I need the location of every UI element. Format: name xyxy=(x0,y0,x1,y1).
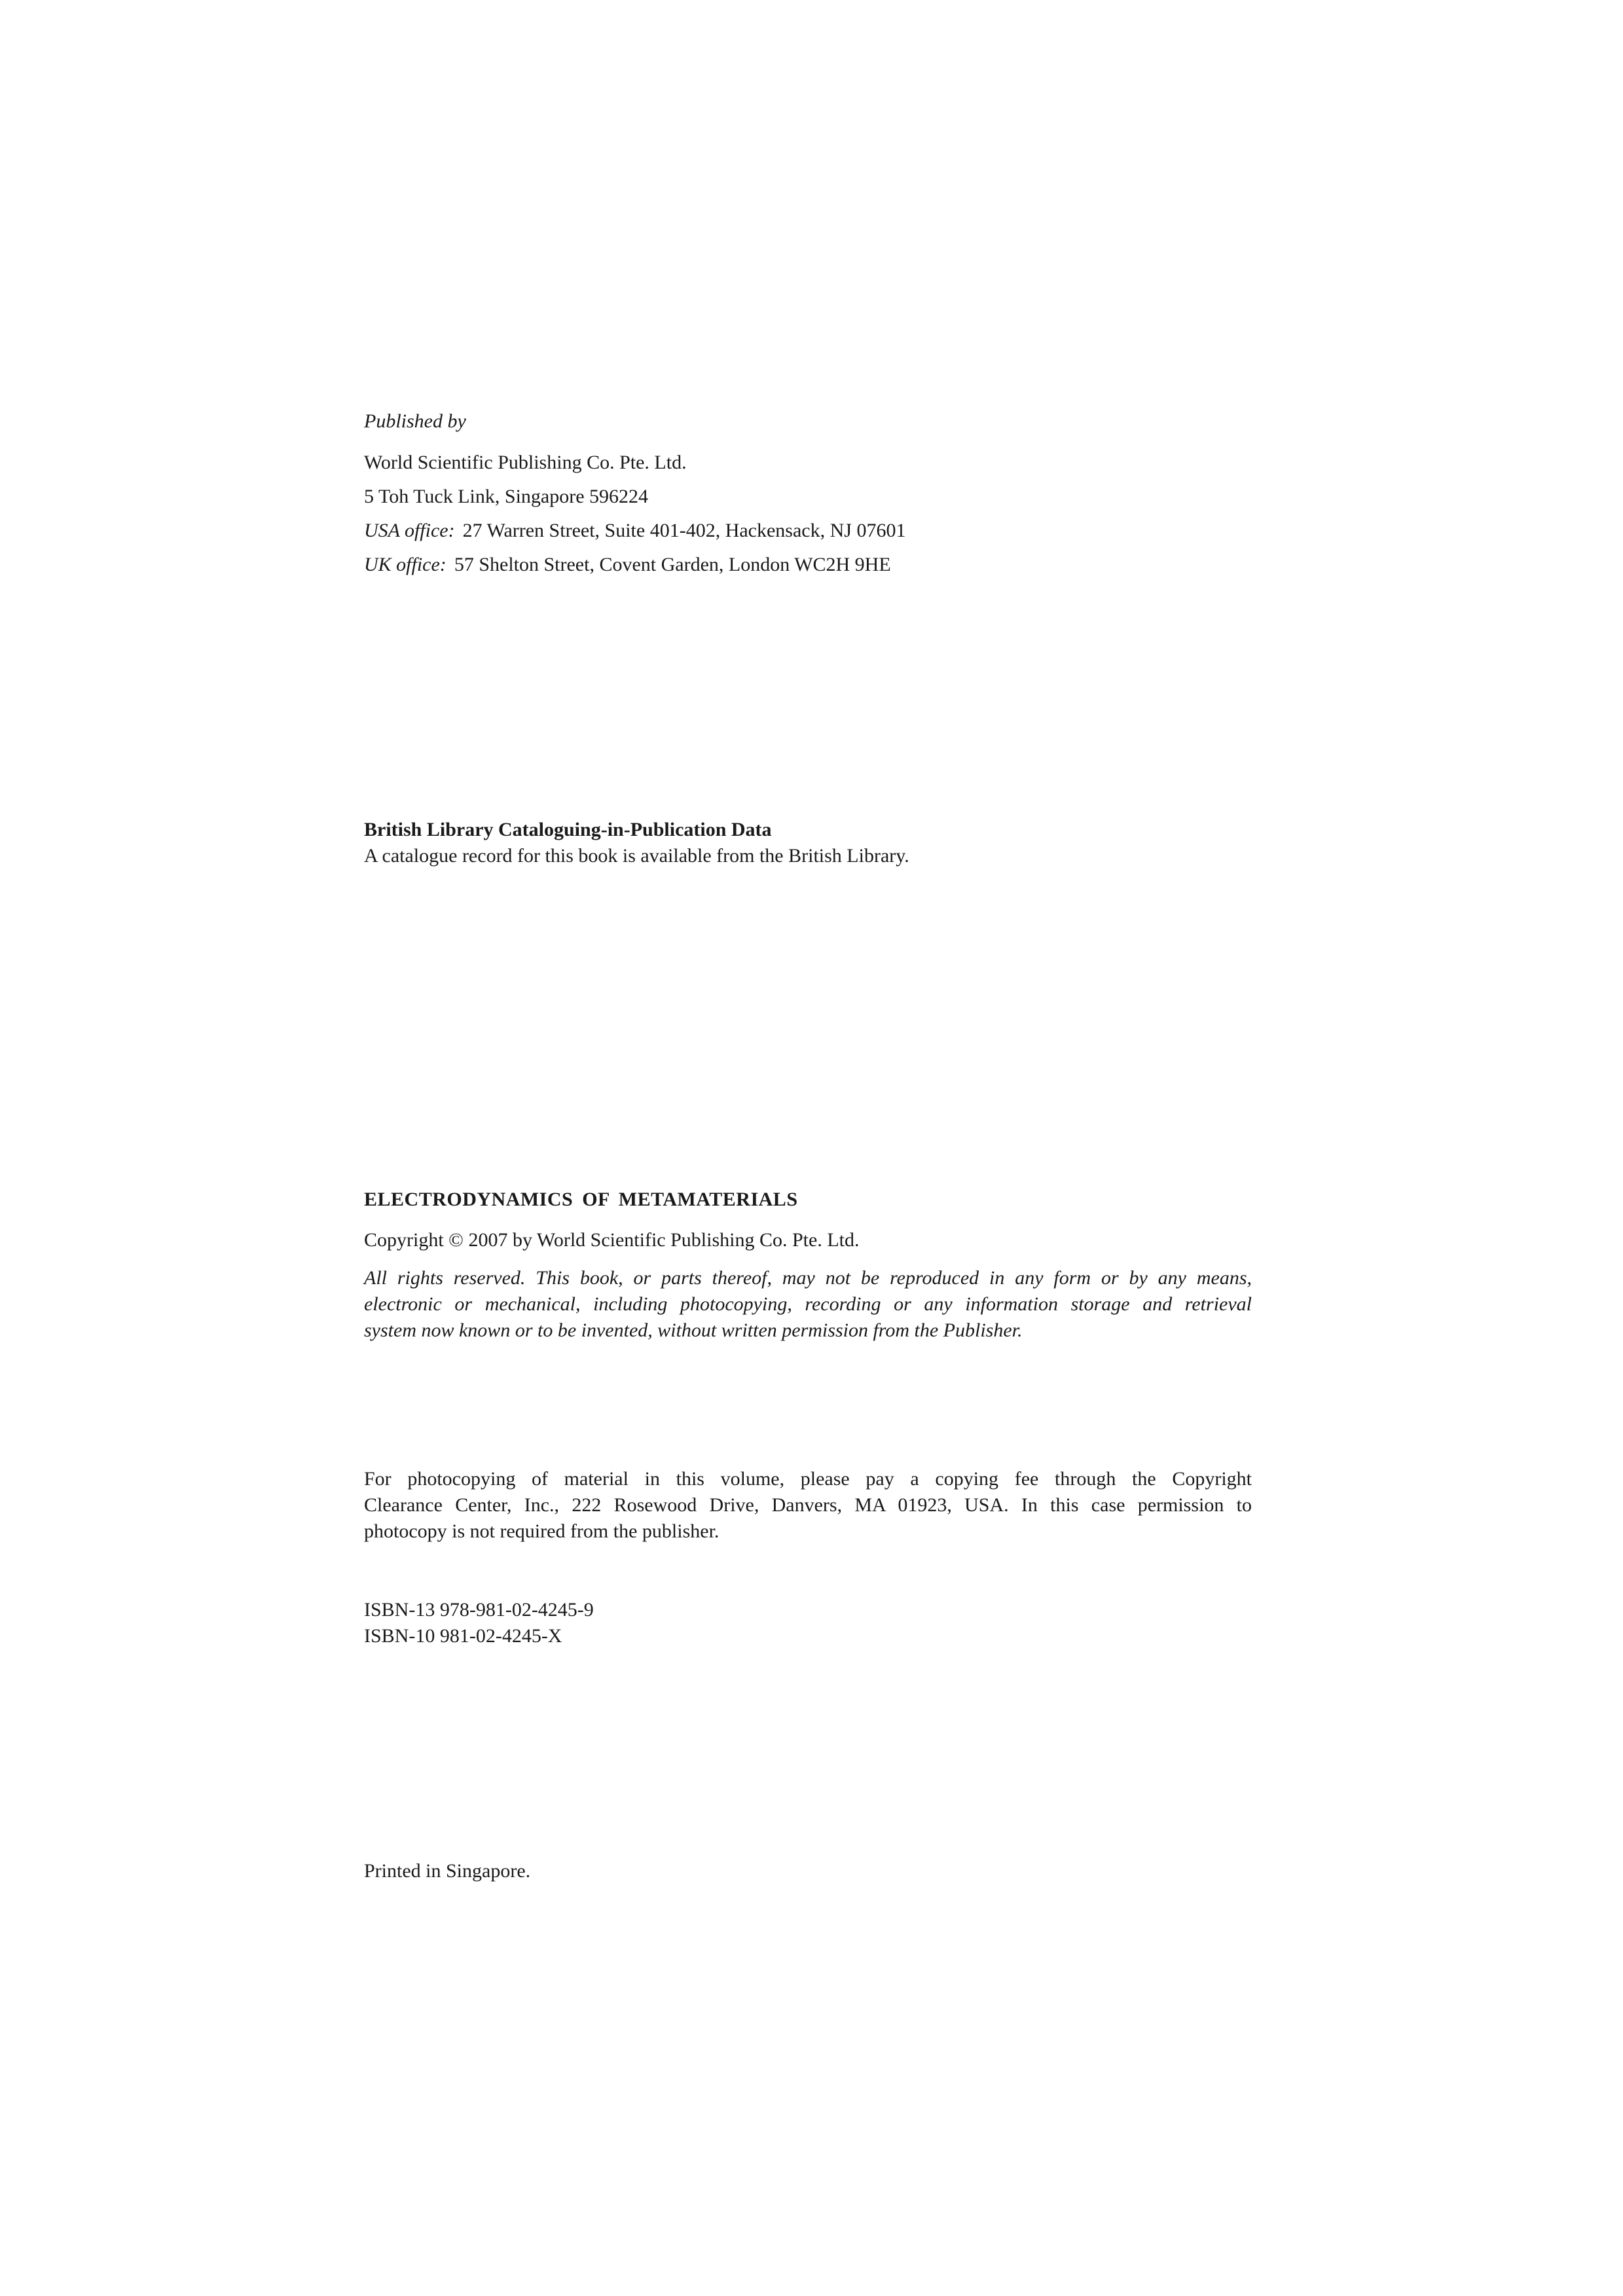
cataloguing-text: A catalogue record for this book is available from the British Library. xyxy=(364,845,909,867)
uk-office-line xyxy=(364,552,891,578)
photocopy-line: photocopy is not required from the publisher. xyxy=(364,1520,720,1542)
usa-office-address: 27 Warren Street, Suite 401-402, Hackensack, NJ 07601 xyxy=(462,520,906,541)
uk-office-label: UK office: xyxy=(364,554,447,575)
rights-line: electronic or mechanical, including photocopying, recording or any information storage and retrieval xyxy=(364,1293,1252,1315)
rights-line: All rights reserved. This book, or parts thereof, may not be reproduced in any form or by any means, xyxy=(364,1267,1252,1289)
rights-line: system now known or to be invented, without written permission from the Publisher. xyxy=(364,1319,1023,1341)
copyright-line: Copyright © 2007 by World Scientific Publishing Co. Pte. Ltd. xyxy=(364,1229,860,1251)
photocopy-paragraph xyxy=(364,1466,1252,1545)
photocopy-line: For photocopying of material in this volume, please pay a copying fee through the Copyright xyxy=(364,1468,1252,1490)
publisher-name: World Scientific Publishing Co. Pte. Ltd. xyxy=(364,452,687,473)
published-by-label: Published by xyxy=(364,410,466,432)
publisher-address: 5 Toh Tuck Link, Singapore 596224 xyxy=(364,486,649,507)
usa-office-line xyxy=(364,518,905,544)
photocopy-line: Clearance Center, Inc., 222 Rosewood Drive, Danvers, MA 01923, USA. In this case permission to xyxy=(364,1494,1252,1516)
isbn-10: ISBN-10 981-02-4245-X xyxy=(364,1625,562,1647)
rights-paragraph xyxy=(364,1265,1252,1344)
isbn-13: ISBN-13 978-981-02-4245-9 xyxy=(364,1599,594,1621)
uk-office-address: 57 Shelton Street, Covent Garden, London WC2H 9HE xyxy=(454,554,891,575)
cataloguing-heading: British Library Cataloguing-in-Publication Data xyxy=(364,819,772,840)
book-title: ELECTRODYNAMICS OF METAMATERIALS xyxy=(364,1189,798,1210)
printed-in: Printed in Singapore. xyxy=(364,1860,531,1882)
usa-office-label: USA office: xyxy=(364,520,455,541)
